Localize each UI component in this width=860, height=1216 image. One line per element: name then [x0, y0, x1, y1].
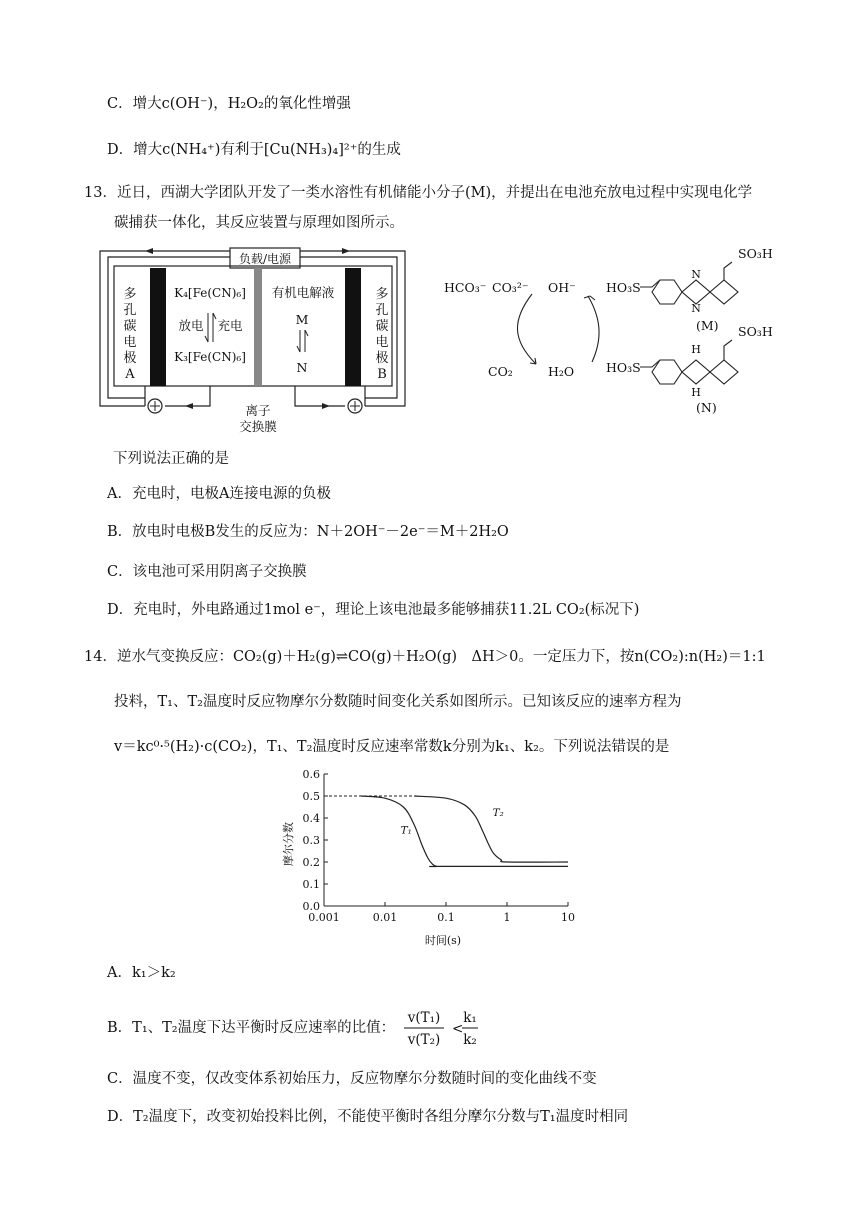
mechanism-diagram	[440, 240, 780, 440]
series-line-2	[414, 796, 568, 862]
q13-stem-line2: 碳捕获一体化，其反应装置与原理如图所示。	[114, 215, 404, 231]
q13-stem-line1: 13．近日，西湖大学团队开发了一类水溶性有机储能小分子(M)，并提出在电池充放电过程中实现电化学	[84, 185, 753, 201]
svg-text:N: N	[296, 360, 308, 375]
svg-text:(M): (M)	[696, 318, 719, 333]
svg-text:放电: 放电	[178, 318, 204, 333]
q12-option-c: C．增大c(OH⁻)，H₂O₂的氧化性增强	[107, 96, 351, 112]
svg-text:HO₃S: HO₃S	[606, 360, 641, 375]
q14-option-d: D．T₂温度下，改变初始投料比例，不能使平衡时各组分摩尔分数与T₁温度时相同	[107, 1109, 629, 1125]
y-tick-label: 0.3	[302, 834, 320, 847]
y-axis-label: 摩尔分数	[282, 822, 295, 866]
ion-exchange-membrane	[254, 268, 262, 386]
svg-text:极: 极	[123, 351, 137, 366]
svg-text:H: H	[691, 386, 701, 399]
svg-text:K₄[Fe(CN)₆]: K₄[Fe(CN)₆]	[174, 286, 246, 300]
svg-text:多: 多	[123, 287, 137, 302]
svg-text:K₃[Fe(CN)₆]: K₃[Fe(CN)₆]	[174, 350, 246, 364]
q13-option-c: C．该电池可采用阴离子交换膜	[107, 564, 307, 580]
svg-text:孔: 孔	[123, 303, 137, 318]
q14-option-a: A．k₁＞k₂	[107, 965, 176, 981]
y-tick-label: 0.6	[302, 768, 320, 781]
x-tick-label: 1	[503, 911, 511, 924]
q14-option-b-text: B．T₁、T₂温度下达平衡时反应速率的比值：	[107, 1020, 396, 1036]
svg-text:多: 多	[375, 287, 389, 302]
q14-option-c: C．温度不变，仅改变体系初始压力，反应物摩尔分数随时间的变化曲线不变	[107, 1071, 597, 1087]
y-tick-label: 0.1	[302, 878, 320, 891]
y-tick-label: 0.0	[302, 900, 320, 913]
q13-prompt: 下列说法正确的是	[113, 451, 229, 467]
svg-text:离子: 离子	[245, 403, 271, 418]
svg-text:k₁: k₁	[463, 1010, 477, 1026]
svg-text:CO₃²⁻: CO₃²⁻	[492, 280, 529, 295]
x-tick-label: 0.001	[308, 911, 340, 924]
x-axis-label: 时间(s)	[424, 934, 462, 947]
q14-stem-line3: v＝kc⁰·⁵(H₂)·c(CO₂)，T₁、T₂温度时反应速率常数k分别为k₁、k₂。下列说法错误的是	[114, 739, 670, 755]
svg-text:SO₃H: SO₃H	[738, 324, 773, 339]
battery-apparatus-diagram	[90, 240, 420, 440]
y-tick-label: 0.4	[302, 812, 320, 825]
svg-text:<: <	[452, 1021, 464, 1037]
q12-option-d: D．增大c(NH₄⁺)有利于[Cu(NH₃)₄]²⁺的生成	[107, 142, 401, 158]
svg-text:碳: 碳	[123, 319, 137, 334]
svg-text:HO₃S: HO₃S	[606, 280, 641, 295]
svg-text:碳: 碳	[375, 319, 389, 334]
q13-option-a: A．充电时，电极A连接电源的负极	[107, 486, 331, 502]
svg-text:H₂O: H₂O	[548, 364, 575, 379]
svg-text:(N): (N)	[696, 400, 717, 415]
svg-text:电: 电	[375, 335, 389, 350]
q14-option-b-fraction	[400, 1004, 490, 1052]
svg-text:极: 极	[375, 351, 389, 366]
svg-text:M: M	[295, 312, 309, 327]
y-tick-label: 0.2	[302, 856, 320, 869]
series-line-1	[361, 796, 568, 867]
electrode-b	[345, 268, 361, 386]
electrode-a	[150, 268, 166, 386]
svg-text:孔: 孔	[375, 303, 389, 318]
svg-text:B: B	[377, 367, 387, 382]
svg-text:CO₂: CO₂	[488, 364, 513, 379]
series-label-t1: T₁	[400, 824, 412, 837]
q14-stem-line1: 14．逆水气变换反应：CO₂(g)＋H₂(g)⇌CO(g)＋H₂O(g) ΔH＞0。一定压力下，按n(CO₂):n(H₂)＝1:1	[84, 649, 766, 665]
svg-text:有机电解液: 有机电解液	[271, 285, 335, 300]
q13-option-d: D．充电时，外电路通过1mol e⁻，理论上该电池最多能够捕获11.2L CO₂(标况下)	[107, 602, 640, 618]
series-label-t2: T₂	[492, 806, 504, 819]
svg-text:k₂: k₂	[463, 1032, 477, 1048]
x-tick-label: 10	[561, 911, 575, 924]
y-tick-label: 0.5	[302, 790, 320, 803]
svg-text:N: N	[691, 268, 701, 281]
svg-text:N: N	[691, 302, 701, 315]
q13-option-b: B．放电时电极B发生的反应为：N＋2OH⁻－2e⁻＝M＋2H₂O	[107, 524, 509, 540]
x-tick-label: 0.01	[372, 911, 398, 924]
svg-text:v(T₂): v(T₂)	[407, 1032, 441, 1048]
svg-text:SO₃H: SO₃H	[738, 246, 773, 261]
svg-text:v(T₁): v(T₁)	[407, 1010, 441, 1026]
load-power-label: 负载/电源	[238, 252, 292, 266]
svg-text:H: H	[691, 343, 701, 356]
svg-text:OH⁻: OH⁻	[548, 280, 576, 295]
x-tick-label: 0.1	[437, 911, 455, 924]
svg-text:A: A	[125, 367, 135, 382]
svg-text:电: 电	[123, 335, 137, 350]
svg-text:充电: 充电	[217, 318, 243, 333]
svg-text:HCO₃⁻: HCO₃⁻	[444, 280, 487, 295]
q14-stem-line2: 投料，T₁、T₂温度时反应物摩尔分数随时间变化关系如图所示。已知该反应的速率方程为	[114, 694, 682, 710]
mole-fraction-chart	[278, 764, 588, 954]
svg-text:交换膜: 交换膜	[239, 419, 277, 434]
